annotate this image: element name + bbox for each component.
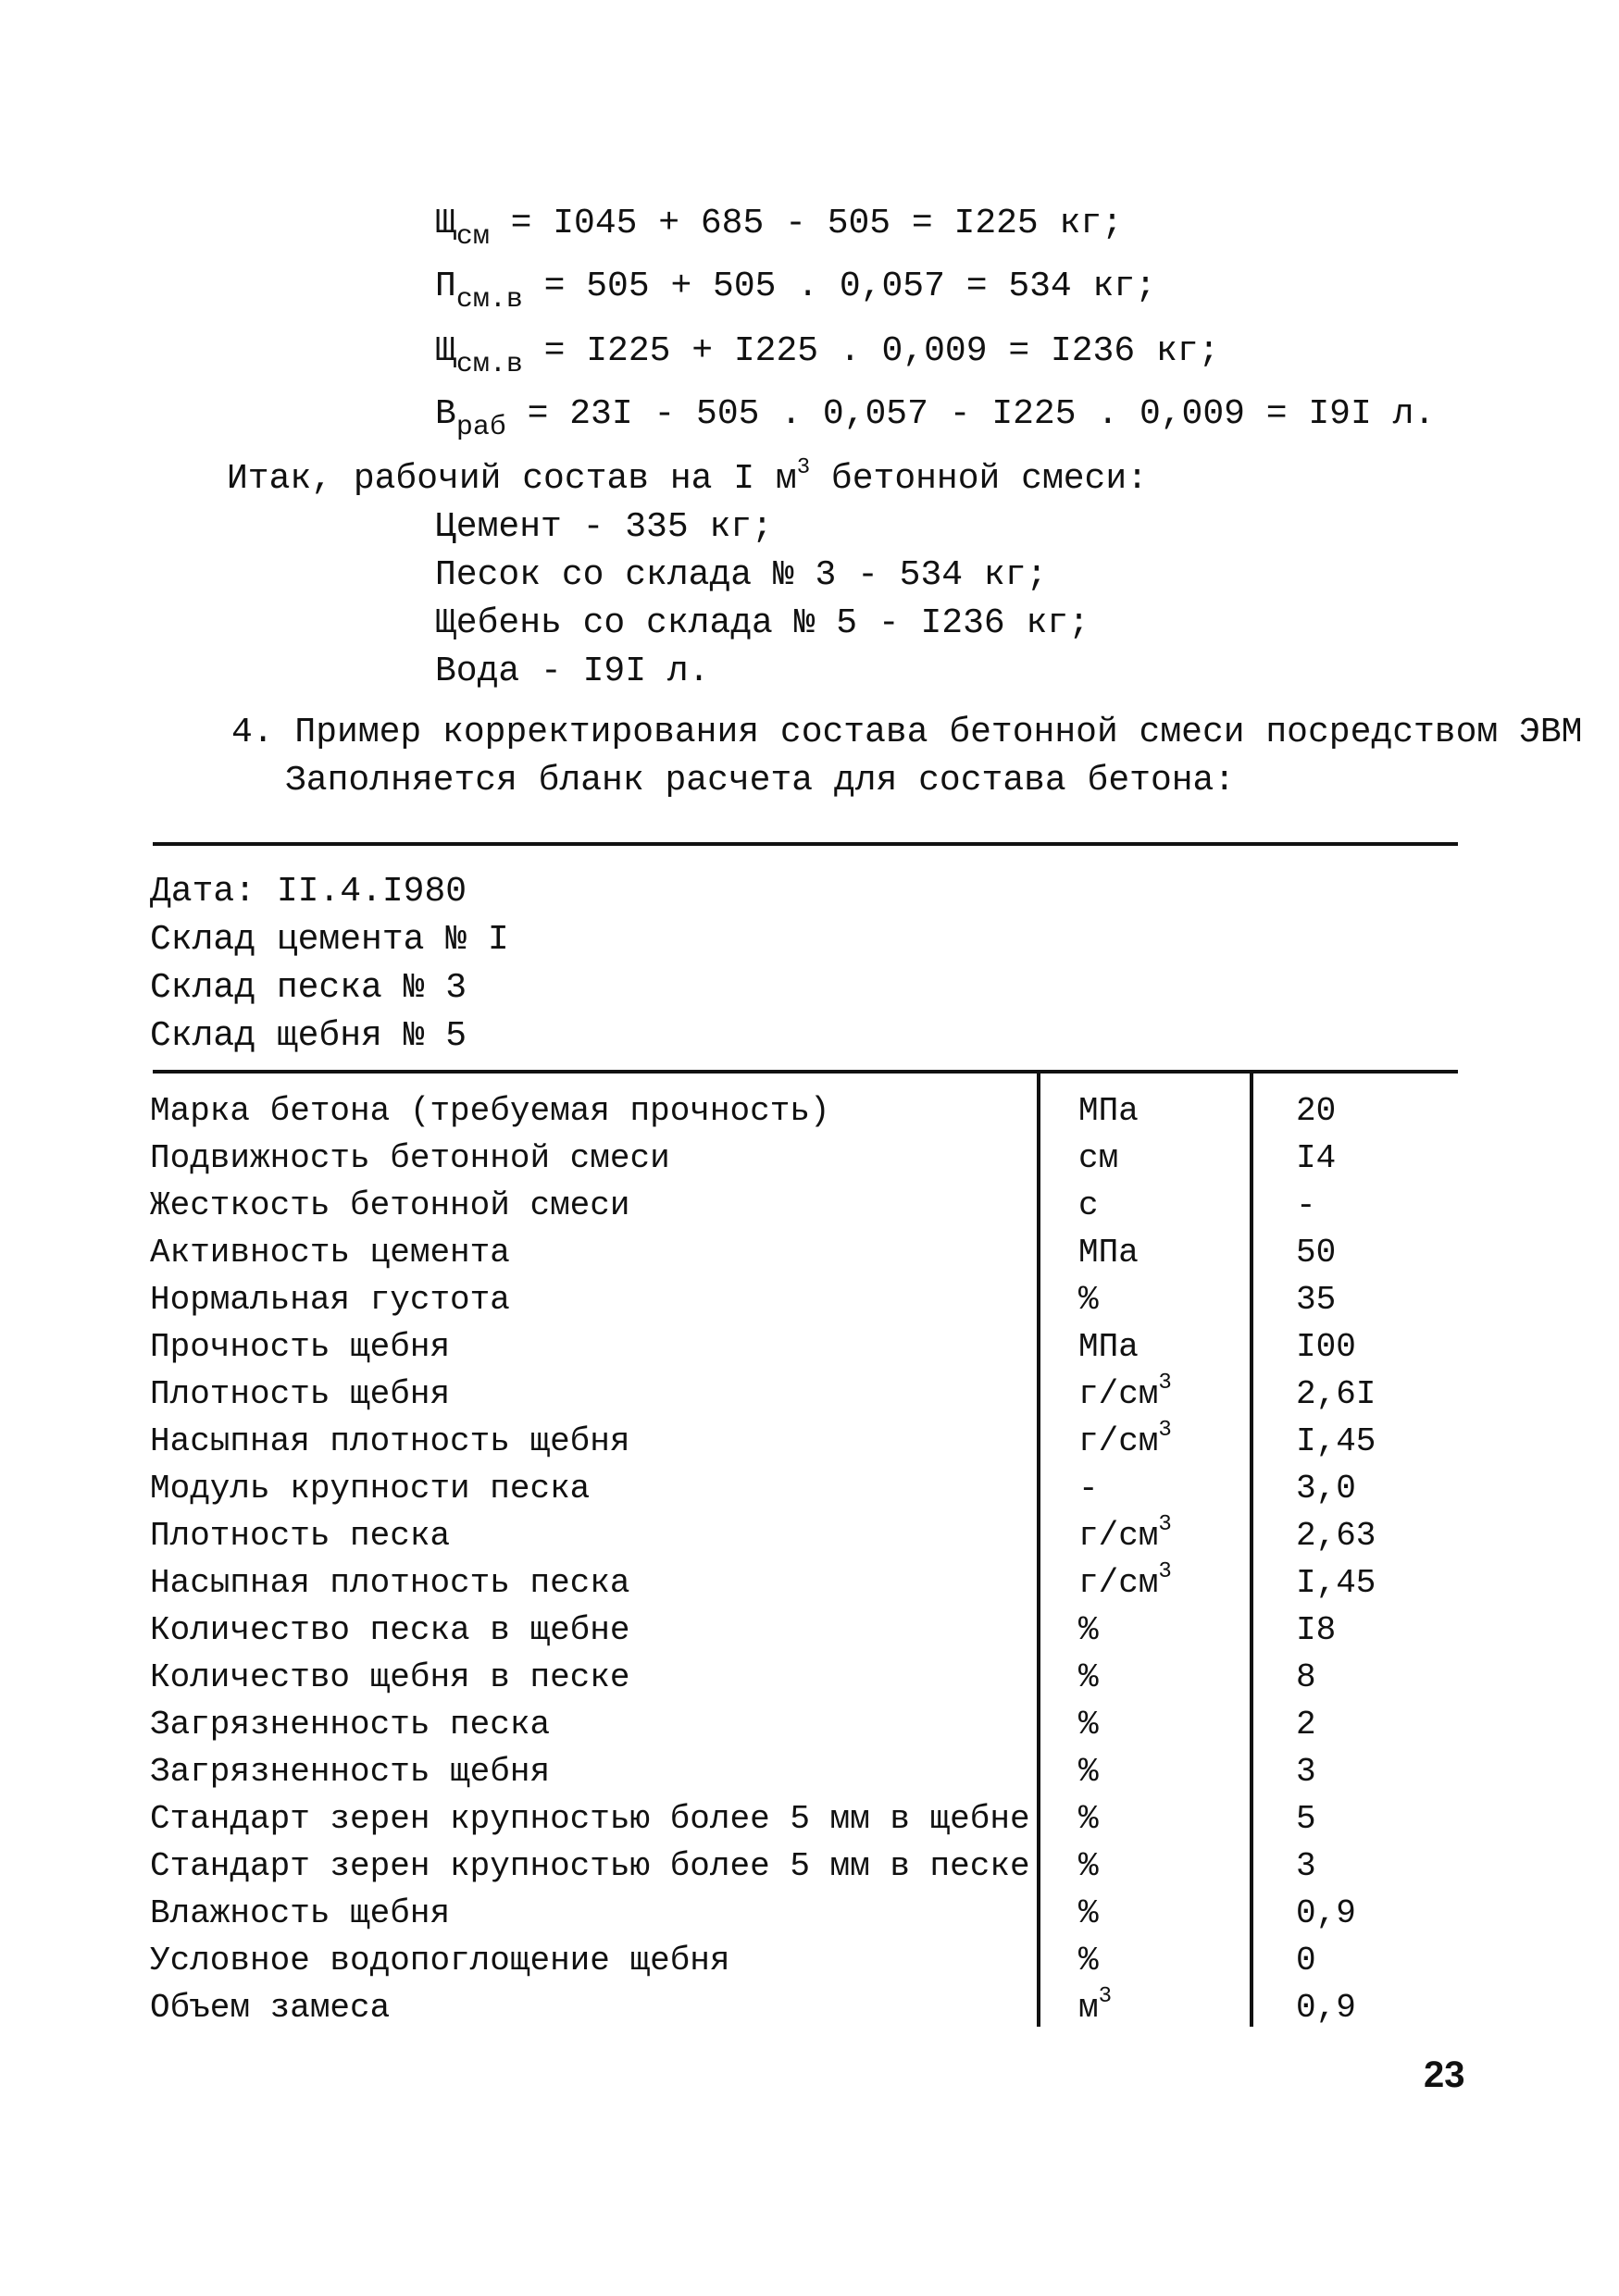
parameter-name: Насыпная плотность песка <box>150 1564 630 1602</box>
parameter-name: Прочность щебня <box>150 1328 451 1366</box>
parameter-name: Нормальная густота <box>150 1281 510 1319</box>
parameter-name: Стандарт зерен крупностью более 5 мм в щебне <box>150 1800 1030 1838</box>
parameter-value: 20 <box>1296 1092 1337 1130</box>
form-gravel-store: Склад щебня № 5 <box>150 1016 467 1056</box>
summary-item: Песок со склада № 3 - 534 кг; <box>435 555 1048 595</box>
parameter-value: I,45 <box>1296 1422 1376 1460</box>
parameter-unit: % <box>1078 1894 1099 1932</box>
table-column-divider-value <box>1250 1072 1253 2027</box>
formula-expression: = 505 + 505 . 0,057 = 534 кг; <box>522 267 1156 306</box>
form-sand-store: Склад песка № 3 <box>150 968 467 1008</box>
formula-variable: В <box>435 394 456 434</box>
formula-expression: = I045 + 685 - 505 = I225 кг; <box>489 204 1123 243</box>
parameter-unit: МПа <box>1078 1328 1139 1366</box>
parameter-name: Загрязненность щебня <box>150 1753 551 1791</box>
parameter-name: Насыпная плотность щебня <box>150 1422 630 1460</box>
parameter-unit: % <box>1078 1611 1099 1649</box>
parameter-name: Плотность песка <box>150 1517 451 1555</box>
parameter-value: 3 <box>1296 1847 1316 1885</box>
page-number: 23 <box>1424 2054 1465 2095</box>
parameter-value: 2,63 <box>1296 1517 1376 1555</box>
parameter-unit: МПа <box>1078 1234 1139 1272</box>
formula-variable: Щ <box>435 331 456 371</box>
parameter-value: 3,0 <box>1296 1470 1356 1508</box>
section-subheading: Заполняется бланк расчета для состава бетона: <box>285 761 1236 800</box>
parameter-unit: % <box>1078 1706 1099 1744</box>
parameter-unit: $г/см^3$ <box>1078 1418 1172 1460</box>
formula-subscript: см.в <box>455 284 523 316</box>
formula-expression: = I225 + I225 . 0,009 = I236 кг; <box>522 331 1220 371</box>
summary-lead: Итак, рабочий состав на I $м^3$ бетонной смеси: <box>227 455 1148 499</box>
parameter-name: Модуль крупности песка <box>150 1470 591 1508</box>
parameter-unit: $г/см^3$ <box>1078 1559 1172 1602</box>
formula-line-1 <box>435 202 1123 253</box>
parameter-unit: % <box>1078 1800 1099 1838</box>
parameter-unit: $г/см^3$ <box>1078 1371 1172 1413</box>
parameter-value: 35 <box>1296 1281 1337 1319</box>
formula-subscript: раб <box>455 412 506 443</box>
formula-variable: Щ <box>435 204 456 243</box>
parameter-value: 0 <box>1296 1942 1316 1980</box>
formula-subscript: см.в <box>455 349 523 380</box>
parameter-value: 2 <box>1296 1706 1316 1744</box>
parameter-unit: % <box>1078 1847 1099 1885</box>
parameter-name: Количество песка в щебне <box>150 1611 630 1649</box>
parameter-name: Плотность щебня <box>150 1375 451 1413</box>
parameter-unit: % <box>1078 1658 1099 1696</box>
parameter-value: 8 <box>1296 1658 1316 1696</box>
parameter-unit: % <box>1078 1942 1099 1980</box>
parameter-name: Загрязненность песка <box>150 1706 551 1744</box>
parameter-value: 0,9 <box>1296 1989 1356 2027</box>
parameter-name: Объем замеса <box>150 1989 391 2027</box>
parameter-value: 5 <box>1296 1800 1316 1838</box>
parameter-value: - <box>1296 1186 1316 1224</box>
section-heading: 4. Пример корректирования состава бетонной смеси посредством ЭВМ <box>231 713 1583 752</box>
parameter-unit: % <box>1078 1753 1099 1791</box>
parameter-name: Марка бетона (требуемая прочность) <box>150 1092 830 1130</box>
summary-item: Цемент - 335 кг; <box>435 507 773 547</box>
parameter-unit: $м^3$ <box>1078 1984 1113 2027</box>
parameter-name: Жесткость бетонной смеси <box>150 1186 630 1224</box>
parameter-value: I00 <box>1296 1328 1356 1366</box>
parameter-unit: с <box>1078 1186 1099 1224</box>
parameter-value: I8 <box>1296 1611 1337 1649</box>
parameter-unit: $г/см^3$ <box>1078 1512 1172 1555</box>
formula-expression: = 23I - 505 . 0,057 - I225 . 0,009 = I9I л. <box>505 394 1436 434</box>
parameter-value: 2,6I <box>1296 1375 1376 1413</box>
parameter-unit: - <box>1078 1470 1099 1508</box>
formula-line-3 <box>435 329 1220 380</box>
parameter-unit: % <box>1078 1281 1099 1319</box>
summary-item: Вода - I9I л. <box>435 652 710 691</box>
table-column-divider-unit <box>1037 1072 1040 2027</box>
parameter-value: I4 <box>1296 1139 1337 1177</box>
parameter-name: Стандарт зерен крупностью более 5 мм в песке <box>150 1847 1030 1885</box>
formula-line-2 <box>435 265 1156 316</box>
parameter-unit: см <box>1078 1139 1119 1177</box>
parameter-name: Влажность щебня <box>150 1894 451 1932</box>
form-date: Дата: II.4.I980 <box>150 872 467 912</box>
parameter-name: Количество щебня в песке <box>150 1658 630 1696</box>
form-cement-store: Склад цемента № I <box>150 920 509 960</box>
summary-item: Щебень со склада № 5 - I236 кг; <box>435 603 1090 643</box>
parameter-value: 50 <box>1296 1234 1337 1272</box>
form-top-rule <box>153 842 1458 846</box>
formula-subscript: см <box>455 221 490 253</box>
parameter-name: Подвижность бетонной смеси <box>150 1139 670 1177</box>
table-top-rule <box>153 1070 1458 1074</box>
parameter-value: I,45 <box>1296 1564 1376 1602</box>
formula-line-4 <box>435 392 1436 443</box>
parameter-unit: МПа <box>1078 1092 1139 1130</box>
formula-variable: П <box>435 267 456 306</box>
parameter-name: Активность цемента <box>150 1234 510 1272</box>
parameter-name: Условное водопоглощение щебня <box>150 1942 730 1980</box>
parameter-value: 0,9 <box>1296 1894 1356 1932</box>
parameter-value: 3 <box>1296 1753 1316 1791</box>
